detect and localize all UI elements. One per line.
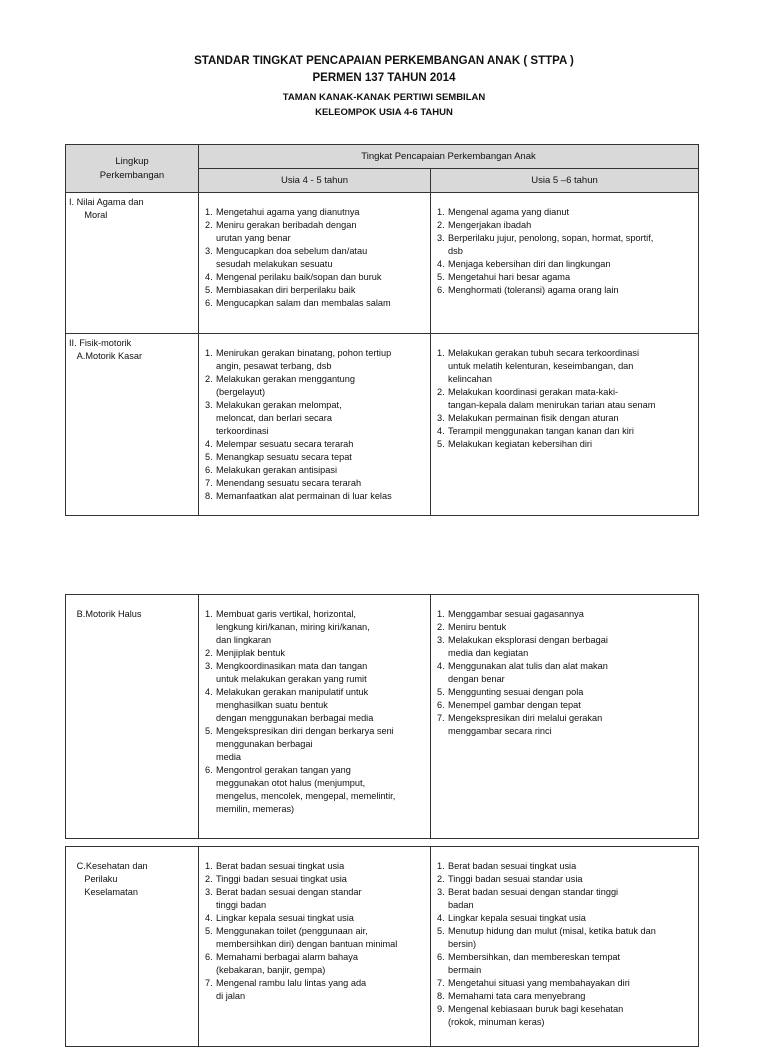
list-item: 6. Mengucapkan salam dan membalas salam [205, 298, 391, 308]
list-item: 3. Melakukan eksplorasi dengan berbagai media dan kegiatan [437, 635, 608, 658]
age2-cell [431, 595, 699, 839]
list-item: 2. Meniru gerakan beribadah dengan urutan yang benar [205, 220, 357, 243]
list-item: 1. Menirukan gerakan binatang, pohon tertiup angin, pesawat terbang, dsb [205, 348, 392, 371]
scope-cell: I. Nilai Agama dan Moral [66, 193, 199, 334]
list-item: 4. Lingkar kepala sesuai tingkat usia [205, 913, 354, 923]
table-row [66, 595, 699, 839]
header-achievement-level: Tingkat Pencapaian Perkembangan Anak [199, 145, 699, 169]
list-item: 5. Membiasakan diri berperilaku baik [205, 285, 356, 295]
list-item: 7. Mengenal rambu lalu lintas yang ada di jalan [205, 978, 367, 1001]
table-row [66, 847, 699, 1047]
list-item: 2. Melakukan gerakan menggantung (bergelayut) [205, 374, 355, 397]
header-age-4-5: Usia 4 - 5 tahun [199, 169, 431, 193]
list-item: 6. Menghormati (toleransi) agama orang lain [437, 285, 619, 295]
list-item: 1. Menggambar sesuai gagasannya [437, 609, 584, 619]
list-item: 3. Berperilaku jujur, penolong, sopan, hormat, sportif, dsb [437, 233, 654, 256]
school-name: TAMAN KANAK-KANAK PERTIWI SEMBILAN [282, 92, 486, 103]
list-item: 7. Mengekspresikan diri melalui gerakan menggambar secara rinci [437, 713, 603, 736]
list-item: 9. Mengenal kebiasaan buruk bagi kesehatan (rokok, minuman keras) [437, 1004, 624, 1027]
list-item: 2. Melakukan koordinasi gerakan mata-kaki- tangan-kepala dalam menirukan tarian atau senam [437, 387, 656, 410]
list-item: 3. Mengucapkan doa sebelum dan/atau sesudah melakukan sesuatu [205, 246, 368, 269]
list-item: 5. Mengetahui hari besar agama [437, 272, 571, 282]
list-item: 1. Mengenal agama yang dianut [437, 207, 570, 217]
list-item: 4. Terampil menggunakan tangan kanan dan kiri [437, 426, 634, 436]
list-item: 1. Berat badan sesuai tingkat usia [437, 861, 577, 871]
age-group: KELEOMPOK USIA 4-6 TAHUN [315, 107, 453, 118]
age2-cell [431, 193, 699, 334]
list-item: 6. Menempel gambar dengan tepat [437, 700, 581, 710]
age1-cell [199, 595, 431, 839]
list-item: 6. Membersihkan, dan membereskan tempat bermain [437, 952, 621, 975]
list-item: 5. Menggunting sesuai dengan pola [437, 687, 584, 697]
list-item: 1. Berat badan sesuai tingkat usia [205, 861, 345, 871]
list-item: 8. Memanfaatkan alat permainan di luar kelas [205, 491, 392, 501]
list-item: 1. Membuat garis vertikal, horizontal, lengkung kiri/kanan, miring kiri/kanan, dan lingkaran [205, 609, 370, 645]
list-item: 2. Tinggi badan sesuai standar usia [437, 874, 583, 884]
list-item: 1. Melakukan gerakan tubuh secara terkoordinasi untuk melatih kelenturan, keseimbangan, dan kelincahan [437, 348, 640, 384]
list-item: 3. Melakukan gerakan melompat, meloncat, dan berlari secara terkoordinasi [205, 400, 342, 436]
age1-cell [199, 847, 431, 1047]
list-item: 6. Mengontrol gerakan tangan yang meggunakan otot halus (menjumput, mengelus, mencolek, mengepal, memelintir, memilin, memeras) [205, 765, 396, 814]
list-item: 3. Berat badan sesuai dengan standar tinggi badan [437, 887, 619, 910]
list-item: 4. Melempar sesuatu secara terarah [205, 439, 354, 449]
age1-cell [199, 334, 431, 516]
table-row [66, 193, 699, 334]
list-item: 4. Lingkar kepala sesuai tingkat usia [437, 913, 586, 923]
sttpa-table-part-1 [65, 144, 699, 516]
list-item: 2. Tinggi badan sesuai tingkat usia [205, 874, 347, 884]
list-item: 3. Berat badan sesuai dengan standar tinggi badan [205, 887, 362, 910]
scope-cell: B.Motorik Halus [66, 595, 199, 839]
list-item: 5. Menangkap sesuatu secara tepat [205, 452, 352, 462]
list-item: 6. Melakukan gerakan antisipasi [205, 465, 338, 475]
list-item: 3. Mengkoordinasikan mata dan tangan untuk melakukan gerakan yang rumit [205, 661, 368, 684]
list-item: 7. Menendang sesuatu secara terarah [205, 478, 362, 488]
sttpa-table-part-3 [65, 846, 699, 1047]
list-item: 2. Mengerjakan ibadah [437, 220, 532, 230]
list-item: 5. Melakukan kegiatan kebersihan diri [437, 439, 593, 449]
list-item: 2. Meniru bentuk [437, 622, 507, 632]
list-item: 5. Menggunakan toilet (penggunaan air, membersihkan diri) dengan bantuan minimal [205, 926, 398, 949]
age2-cell [431, 334, 699, 516]
header-age-5-6: Usia 5 –6 tahun [431, 169, 699, 193]
list-item: 4. Menjaga kebersihan diri dan lingkungan [437, 259, 611, 269]
list-item: 4. Melakukan gerakan manipulatif untuk menghasilkan suatu bentuk dengan menggunakan berbagai media [205, 687, 374, 723]
list-item: 5. Menutup hidung dan mulut (misal, ketika batuk dan bersin) [437, 926, 656, 949]
list-item: 7. Mengetahui situasi yang membahayakan diri [437, 978, 630, 988]
list-item: 4. Mengenal perilaku baik/sopan dan buruk [205, 272, 382, 282]
list-item: 6. Memahami berbagai alarm bahaya (kebakaran, banjir, gempa) [205, 952, 358, 975]
list-item: 1. Mengetahui agama yang dianutnya [205, 207, 360, 217]
list-item: 8. Memahami tata cara menyebrang [437, 991, 586, 1001]
scope-cell: C.Kesehatan dan Perilaku Keselamatan [66, 847, 199, 1047]
scope-cell: II. Fisik-motorik A.Motorik Kasar [66, 334, 199, 516]
age1-cell [199, 193, 431, 334]
list-item: 2. Menjiplak bentuk [205, 648, 285, 658]
list-item: 4. Menggunakan alat tulis dan alat makan dengan benar [437, 661, 608, 684]
table-row [66, 334, 699, 516]
age2-cell [431, 847, 699, 1047]
document-title: STANDAR TINGKAT PENCAPAIAN PERKEMBANGAN ANAK ( STTPA ) [194, 55, 574, 67]
regulation-title: PERMEN 137 TAHUN 2014 [312, 72, 456, 84]
list-item: 3. Melakukan permainan fisik dengan aturan [437, 413, 619, 423]
header-scope: Lingkup Perkembangan [66, 145, 199, 193]
sttpa-table-part-2 [65, 594, 699, 839]
list-item: 5. Mengekspresikan diri dengan berkarya seni menggunakan berbagai media [205, 726, 394, 762]
